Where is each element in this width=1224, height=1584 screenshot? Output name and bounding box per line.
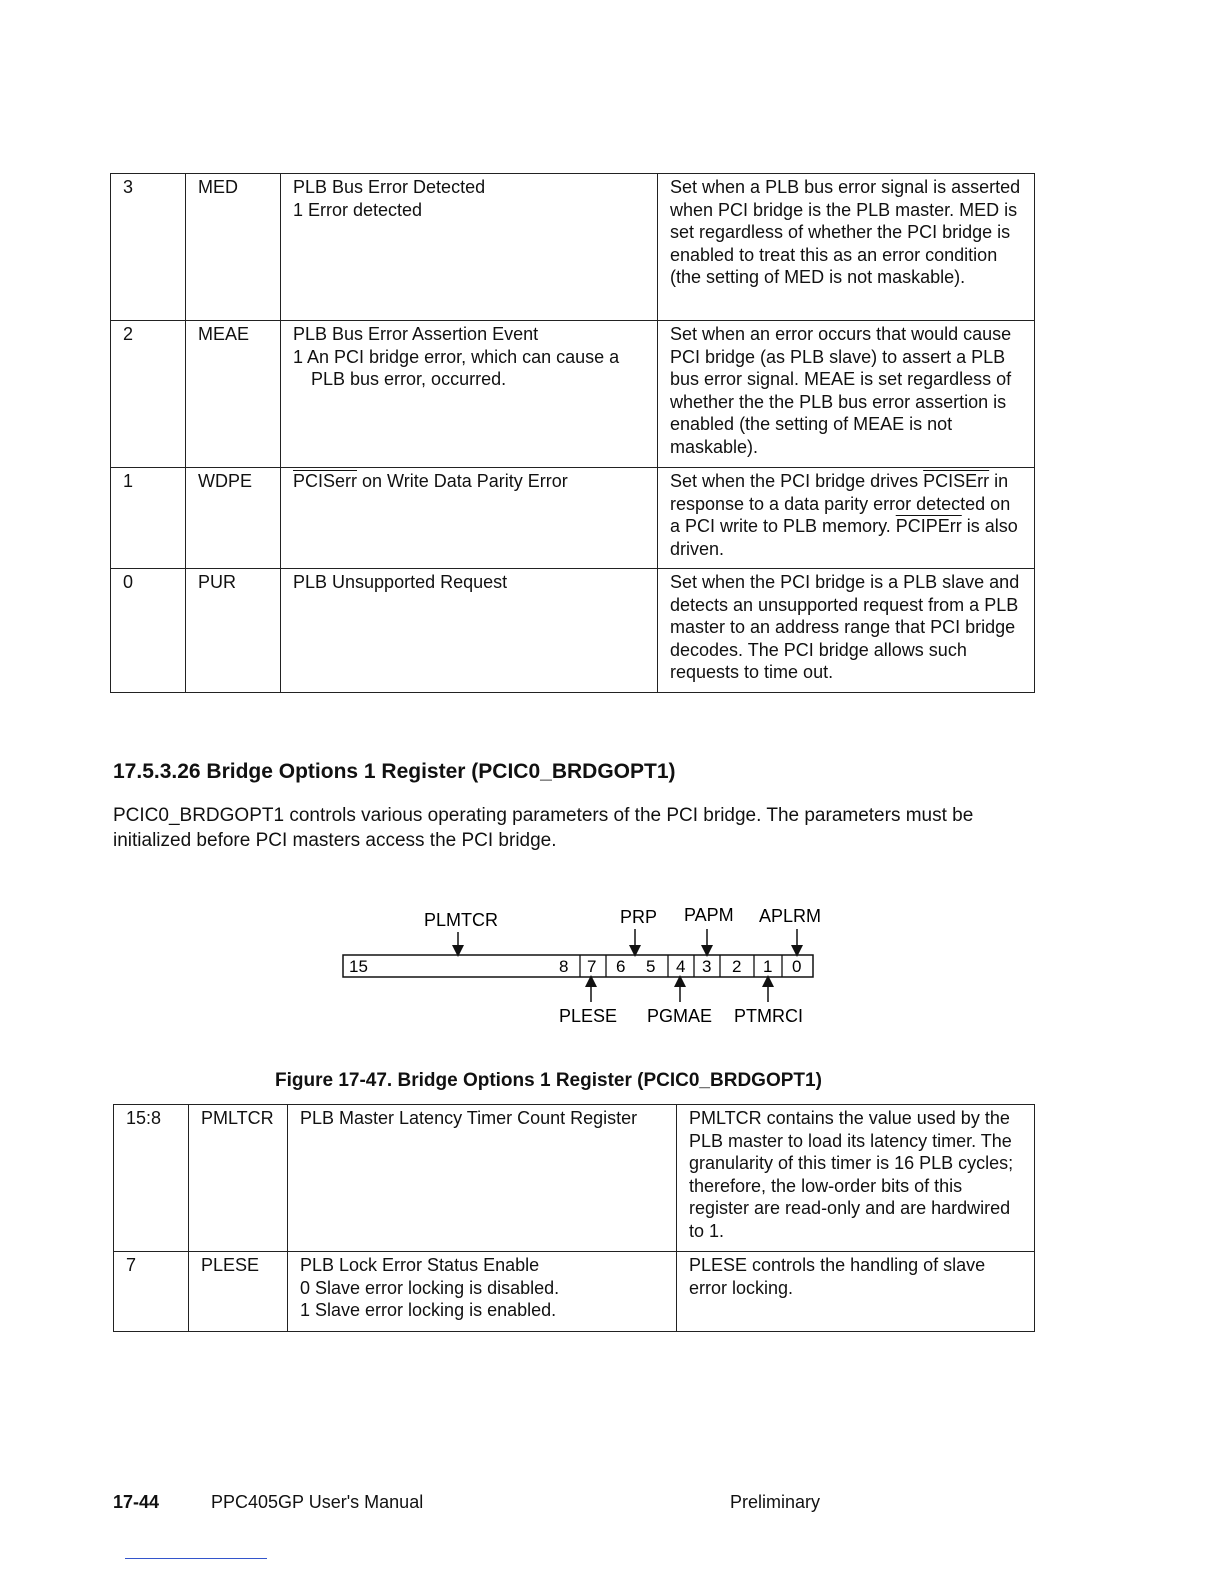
label-plmtcr: PLMTCR <box>424 910 499 930</box>
function-title: on Write Data Parity Error <box>357 471 568 491</box>
bit-number: 2 <box>111 321 186 468</box>
document-status: Preliminary <box>730 1492 821 1512</box>
function-value: 1 Slave error locking is enabled. <box>300 1300 557 1320</box>
bit-label: 5 <box>646 957 656 976</box>
label-prp: PRP <box>620 907 658 927</box>
bit-label: 7 <box>587 957 597 976</box>
function-title: PLB Bus Error Detected <box>293 177 486 197</box>
section-paragraph: PCIC0_BRDGOPT1 controls various operating parameters of the PCI bridge. The parameters must be initialized before PCI masters access the PCI bridge. <box>113 805 974 851</box>
bit-number: 7 <box>114 1252 189 1332</box>
field-name: PMLTCR <box>189 1105 288 1252</box>
field-function <box>288 1105 677 1252</box>
figure-caption: Figure 17-47. Bridge Options 1 Register (PCIC0_BRDGOPT1) <box>275 1070 822 1091</box>
bit-number: 15:8 <box>114 1105 189 1252</box>
signal-name: PCIPErr <box>895 516 962 536</box>
label-aplrm: APLRM <box>759 906 822 926</box>
field-description: Set when the PCI bridge is a PLB slave and detects an unsupported request from a PLB master to an address range that PCI bridge decodes. The PCI bridge allows such requests to time out. <box>658 569 1035 693</box>
function-title: PLB Master Latency Timer Count Register <box>300 1108 638 1128</box>
bit-label: 3 <box>702 957 712 976</box>
manual-title: PPC405GP User's Manual <box>211 1492 424 1512</box>
bit-label: 15 <box>349 957 368 976</box>
bit-number: 3 <box>111 174 186 321</box>
function-title: PLB Lock Error Status Enable <box>300 1255 540 1275</box>
description-text: in response to a data parity error detected on a PCI write to PLB memory. <box>670 471 1011 536</box>
label-pgmae: PGMAE <box>647 1006 713 1026</box>
description-text: is also driven. <box>670 516 1018 559</box>
description-text: Set when the PCI bridge drives <box>670 471 924 491</box>
function-value: 1 Error detected <box>293 199 423 220</box>
field-description: PLESE controls the handling of slave error locking. <box>677 1252 1035 1332</box>
field-name: WDPE <box>186 468 281 569</box>
function-value: 0 Slave error locking is disabled. <box>300 1277 560 1298</box>
field-name: PUR <box>186 569 281 693</box>
function-title: PLB Bus Error Assertion Event <box>293 324 539 344</box>
page-number: 17-44 <box>113 1492 160 1512</box>
field-name: MEAE <box>186 321 281 468</box>
function-title: PLB Unsupported Request <box>293 572 508 592</box>
bit-label: 1 <box>763 957 773 976</box>
label-papm: PAPM <box>684 905 734 925</box>
section-heading: 17.5.3.26 Bridge Options 1 Register (PCIC0_BRDGOPT1) <box>113 760 676 783</box>
function-value: 1 An PCI bridge error, which can cause a <box>293 346 620 367</box>
bit-label: 0 <box>792 957 802 976</box>
table-row <box>114 1252 1035 1332</box>
bit-label: 2 <box>732 957 742 976</box>
register-box <box>343 955 813 977</box>
register-bits-table-bottom <box>113 1104 1035 1332</box>
bit-label: 6 <box>616 957 626 976</box>
field-name: MED <box>186 174 281 321</box>
field-description: Set when an error occurs that would cause PCI bridge (as PLB slave) to assert a PLB bus error signal. MEAE is set regardless of whether the the PLB bus error assertion is enabled (the setting of MEAE is not maskable). <box>658 321 1035 468</box>
footer-rule <box>125 1558 267 1559</box>
field-function <box>288 1252 677 1332</box>
field-description: Set when a PLB bus error signal is asserted when PCI bridge is the PLB master. MED is set regardless of whether the PCI bridge is enabled to treat this as an error condition (the setting of MED is not maskable). <box>658 174 1035 321</box>
function-value: PLB bus error, occurred. <box>311 369 507 389</box>
label-ptmrci: PTMRCI <box>734 1006 803 1026</box>
bit-label: 4 <box>676 957 686 976</box>
table-row <box>114 1105 1035 1252</box>
field-name: PLESE <box>189 1252 288 1332</box>
label-plese: PLESE <box>559 1006 618 1026</box>
bit-number: 1 <box>111 468 186 569</box>
signal-name: PCISErr <box>923 471 990 491</box>
bit-number: 0 <box>111 569 186 693</box>
bit-label: 8 <box>559 957 569 976</box>
signal-name: PCISerr <box>293 471 358 491</box>
field-description: PMLTCR contains the value used by the PLB master to load its latency timer. The granularity of this timer is 16 PLB cycles; therefore, the low-order bits of this register are read-only and are hardwired to 1. <box>677 1105 1035 1252</box>
